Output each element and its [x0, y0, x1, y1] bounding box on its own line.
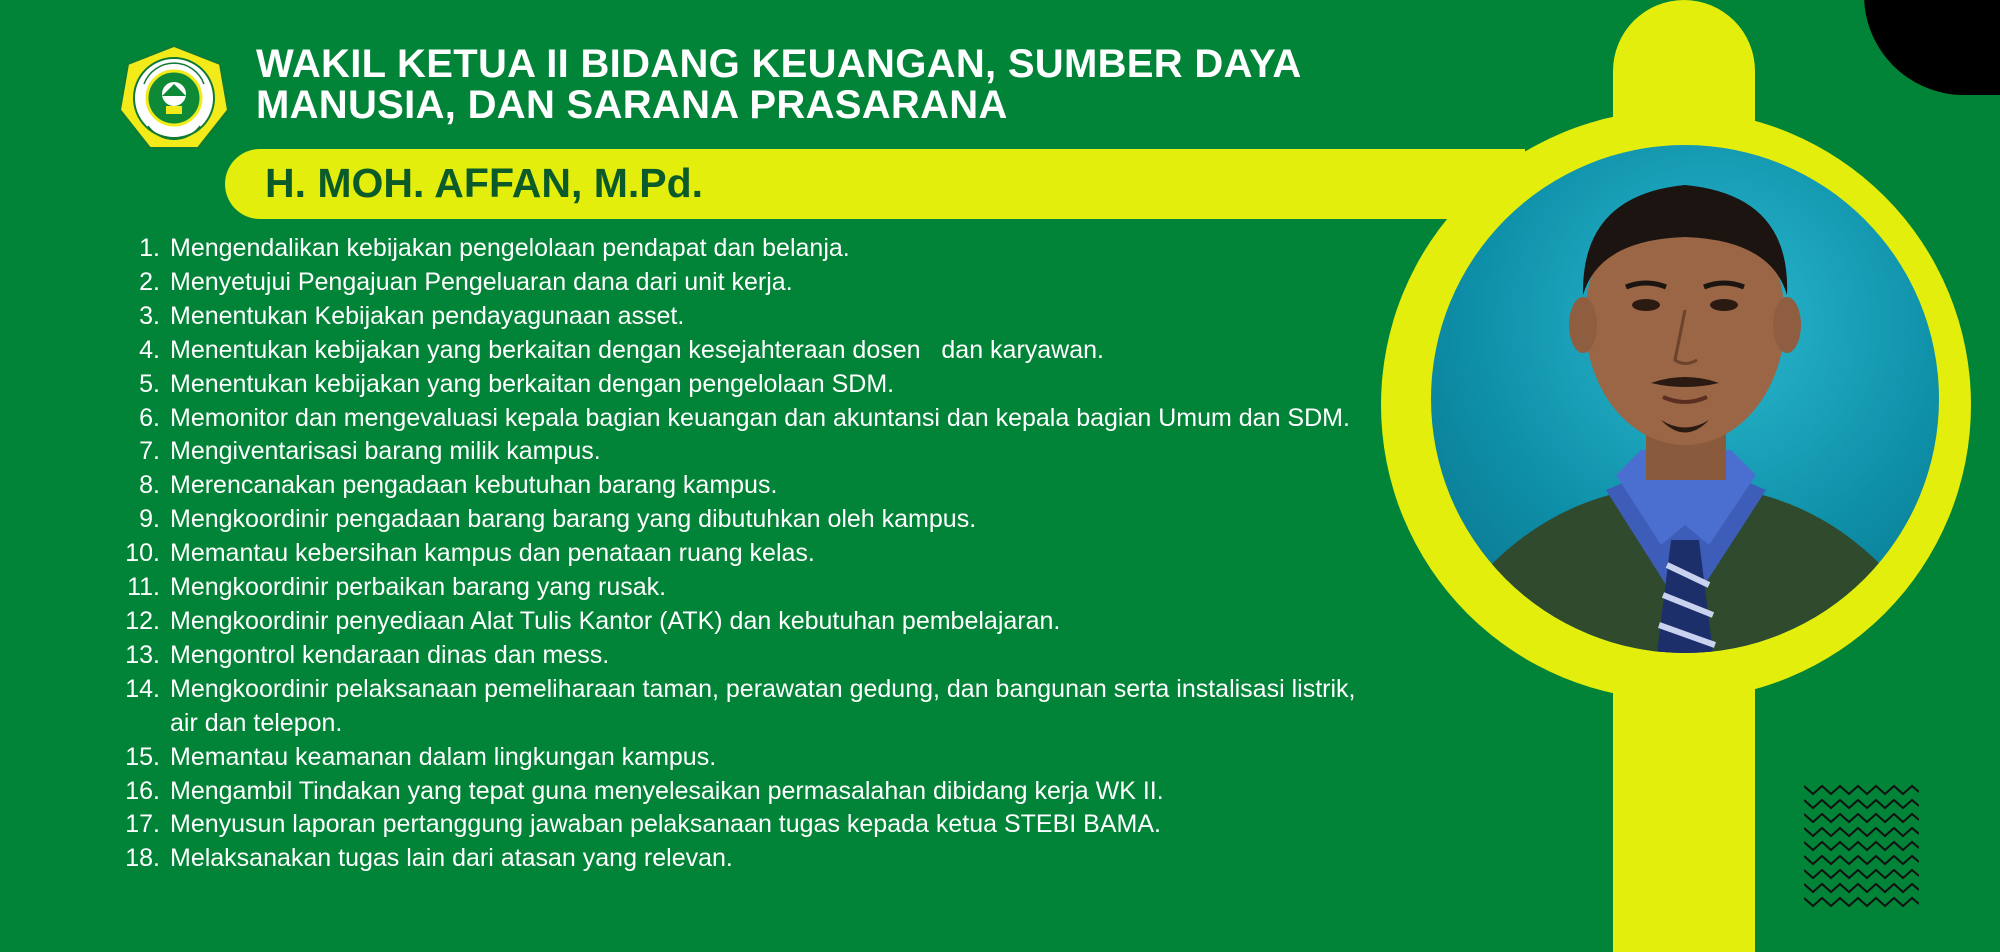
list-number: 2.: [139, 267, 160, 296]
list-number: 15.: [125, 742, 160, 771]
list-number: 13.: [125, 640, 160, 669]
list-number: 9.: [139, 505, 160, 534]
list-item: [125, 808, 1375, 842]
list-item: [125, 469, 1375, 503]
zigzag-pattern-icon: [1804, 782, 1919, 908]
list-text: Memonitor dan mengevaluasi kepala bagian keuangan dan akuntansi dan kepala bagian Umum dan SDM.: [170, 403, 1350, 432]
list-item: [125, 605, 1375, 639]
list-item: [125, 775, 1375, 809]
list-number: 16.: [125, 776, 160, 805]
list-number: 18.: [125, 844, 160, 873]
list-text: Merencanakan pengadaan kebutuhan barang kampus.: [170, 471, 778, 500]
list-text: Menyusun laporan pertanggung jawaban pelaksanaan tugas kepada ketua STEBI BAMA.: [170, 810, 1161, 839]
list-number: 5.: [139, 369, 160, 398]
list-number: 11.: [127, 573, 160, 602]
list-text: Mengkoordinir penyediaan Alat Tulis Kantor (ATK) dan kebutuhan pembelajaran.: [170, 606, 1061, 635]
list-number: 6.: [139, 403, 160, 432]
list-item: [125, 842, 1375, 876]
institution-logo: [118, 44, 230, 156]
list-number: 17.: [125, 810, 160, 839]
duties-list: [125, 232, 1375, 876]
list-item: [125, 300, 1375, 334]
list-item: [125, 537, 1375, 571]
list-number: 7.: [139, 437, 160, 466]
list-text: Menyetujui Pengajuan Pengeluaran dana dari unit kerja.: [170, 267, 793, 296]
list-item: [125, 639, 1375, 673]
list-number: 8.: [139, 471, 160, 500]
person-name: H. MOH. AFFAN, M.Pd.: [265, 160, 704, 206]
list-text: Menentukan kebijakan yang berkaitan dengan pengelolaan SDM.: [170, 369, 895, 398]
list-number: 3.: [139, 301, 160, 330]
list-text: Mengontrol kendaraan dinas dan mess.: [170, 640, 610, 669]
list-item: [125, 334, 1375, 368]
list-number: 1.: [139, 234, 160, 262]
list-item: [125, 673, 1375, 741]
list-text: Memantau kebersihan kampus dan penataan ruang kelas.: [170, 539, 815, 568]
list-text: Mengkoordinir pengadaan barang barang yang dibutuhkan oleh kampus.: [170, 505, 977, 534]
list-text: Menentukan kebijakan yang berkaitan dengan kesejahteraan dosen dan karyawan.: [170, 335, 1104, 364]
list-text: Menentukan Kebijakan pendayagunaan asset.: [170, 301, 685, 330]
list-number: 10.: [125, 539, 160, 568]
list-text: Mengambil Tindakan yang tepat guna menyelesaikan permasalahan dibidang kerja WK II.: [170, 776, 1164, 805]
list-number: 14.: [125, 674, 160, 703]
list-text: Mengendalikan kebijakan pengelolaan pendapat dan belanja.: [170, 234, 850, 262]
corner-shape: [1864, 0, 2000, 95]
list-item: [125, 741, 1375, 775]
list-item: [125, 232, 1375, 266]
list-number: 4.: [139, 335, 160, 364]
portrait-photo: [1431, 145, 1939, 653]
list-number: 12.: [125, 606, 160, 635]
list-text: Mengkoordinir perbaikan barang yang rusak.: [170, 573, 667, 602]
list-item: [125, 402, 1375, 436]
list-item: [125, 435, 1375, 469]
list-item: [125, 571, 1375, 605]
list-text: Memantau keamanan dalam lingkungan kampus.: [170, 742, 717, 771]
list-text: Melaksanakan tugas lain dari atasan yang relevan.: [170, 844, 733, 873]
list-text: Mengkoordinir pelaksanaan pemeliharaan taman, perawatan gedung, dan bangunan serta instalisasi listrik, air dan telepon.: [170, 674, 1363, 737]
list-text: Mengiventarisasi barang milik kampus.: [170, 437, 601, 466]
list-item: [125, 503, 1375, 537]
page-title: WAKIL KETUA II BIDANG KEUANGAN, SUMBER DAYA MANUSIA, DAN SARANA PRASARANA: [256, 42, 1302, 127]
list-item: [125, 266, 1375, 300]
list-item: [125, 368, 1375, 402]
